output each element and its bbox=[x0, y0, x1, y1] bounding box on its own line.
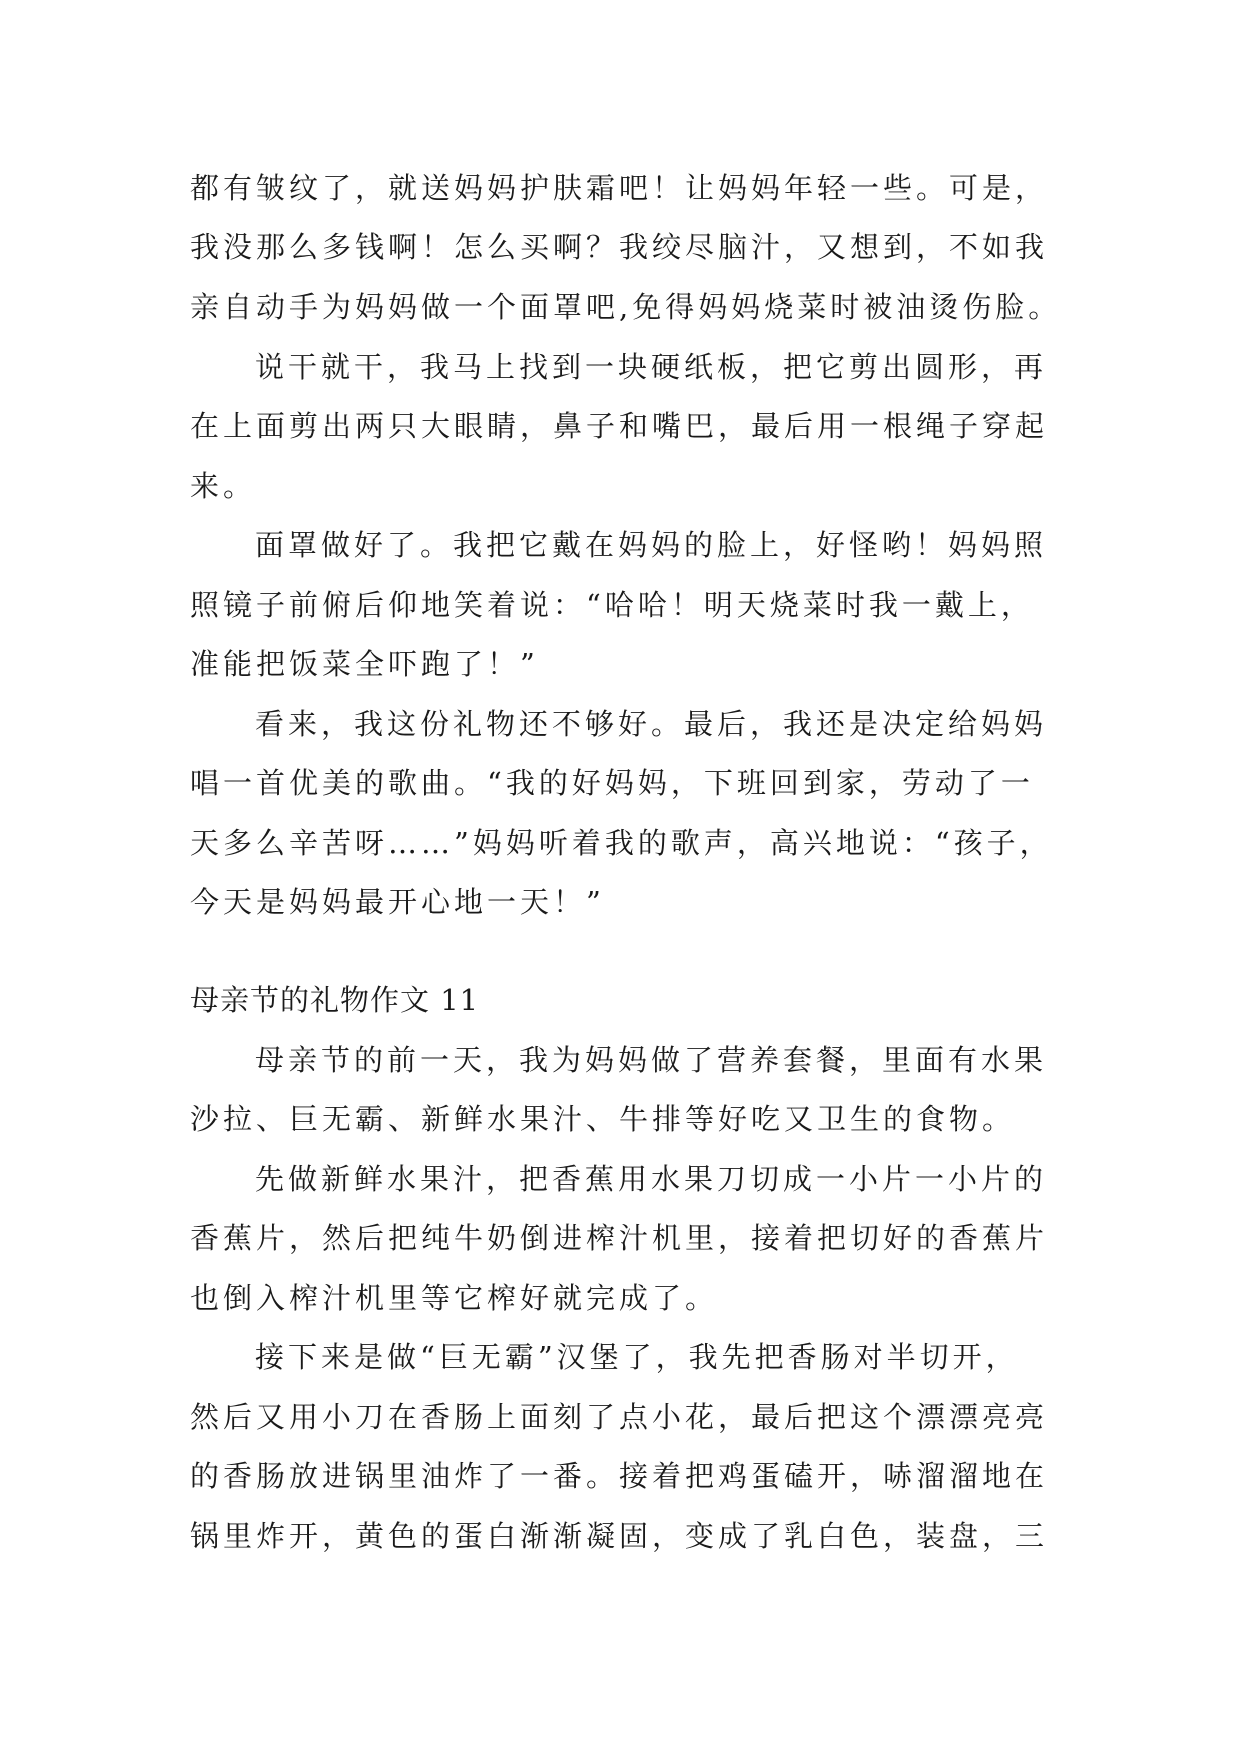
paragraph-start-line: 说干就干，我马上找到一块硬纸板，把它剪出圆形，再 bbox=[255, 350, 1048, 384]
paragraph-start-line: 看来，我这份礼物还不够好。最后，我还是决定给妈妈 bbox=[255, 707, 1048, 741]
text-line: 亲自动手为妈妈做一个面罩吧,免得妈妈烧菜时被油烫伤脸。 bbox=[190, 290, 1062, 324]
text-line: 然后又用小刀在香肠上面刻了点小花，最后把这个漂漂亮亮 bbox=[190, 1400, 1049, 1434]
text-line: 都有皱纹了，就送妈妈护肤霜吧！让妈妈年轻一些。可是， bbox=[190, 171, 1049, 205]
text-line: 锅里炸开，黄色的蛋白渐渐凝固，变成了乳白色，装盘，三 bbox=[190, 1519, 1049, 1553]
text-line: 沙拉、巨无霸、新鲜水果汁、牛排等好吃又卫生的食物。 bbox=[190, 1102, 1016, 1136]
text-line: 天多么辛苦呀……”妈妈听着我的歌声，高兴地说：“孩子， bbox=[190, 826, 1053, 860]
text-line: 准能把饭菜全吓跑了！” bbox=[190, 647, 539, 681]
text-line: 唱一首优美的歌曲。“我的好妈妈，下班回到家，劳动了一 bbox=[190, 766, 1034, 800]
text-line: 今天是妈妈最开心地一天！” bbox=[190, 885, 605, 919]
text-line: 的香肠放进锅里油炸了一番。接着把鸡蛋磕开，哧溜溜地在 bbox=[190, 1459, 1049, 1493]
text-line: 我没那么多钱啊！怎么买啊？我绞尽脑汁，又想到，不如我 bbox=[190, 230, 1049, 264]
text-line: 香蕉片，然后把纯牛奶倒进榨汁机里，接着把切好的香蕉片 bbox=[190, 1221, 1049, 1255]
paragraph-start-line: 先做新鲜水果汁，把香蕉用水果刀切成一小片一小片的 bbox=[255, 1162, 1048, 1196]
text-line: 也倒入榨汁机里等它榨好就完成了。 bbox=[190, 1281, 719, 1315]
text-line: 来。 bbox=[190, 469, 257, 503]
text-line: 在上面剪出两只大眼睛，鼻子和嘴巴，最后用一根绳子穿起 bbox=[190, 409, 1049, 443]
section-heading: 母亲节的礼物作文 11 bbox=[190, 983, 480, 1017]
paragraph-start-line: 面罩做好了。我把它戴在妈妈的脸上，好怪哟！妈妈照 bbox=[255, 528, 1048, 562]
paragraph-start-line: 母亲节的前一天，我为妈妈做了营养套餐，里面有水果 bbox=[255, 1043, 1048, 1077]
paragraph-start-line: 接下来是做“巨无霸”汉堡了，我先把香肠对半切开， bbox=[255, 1340, 1019, 1374]
text-line: 照镜子前俯后仰地笑着说：“哈哈！明天烧菜时我一戴上， bbox=[190, 588, 1034, 622]
